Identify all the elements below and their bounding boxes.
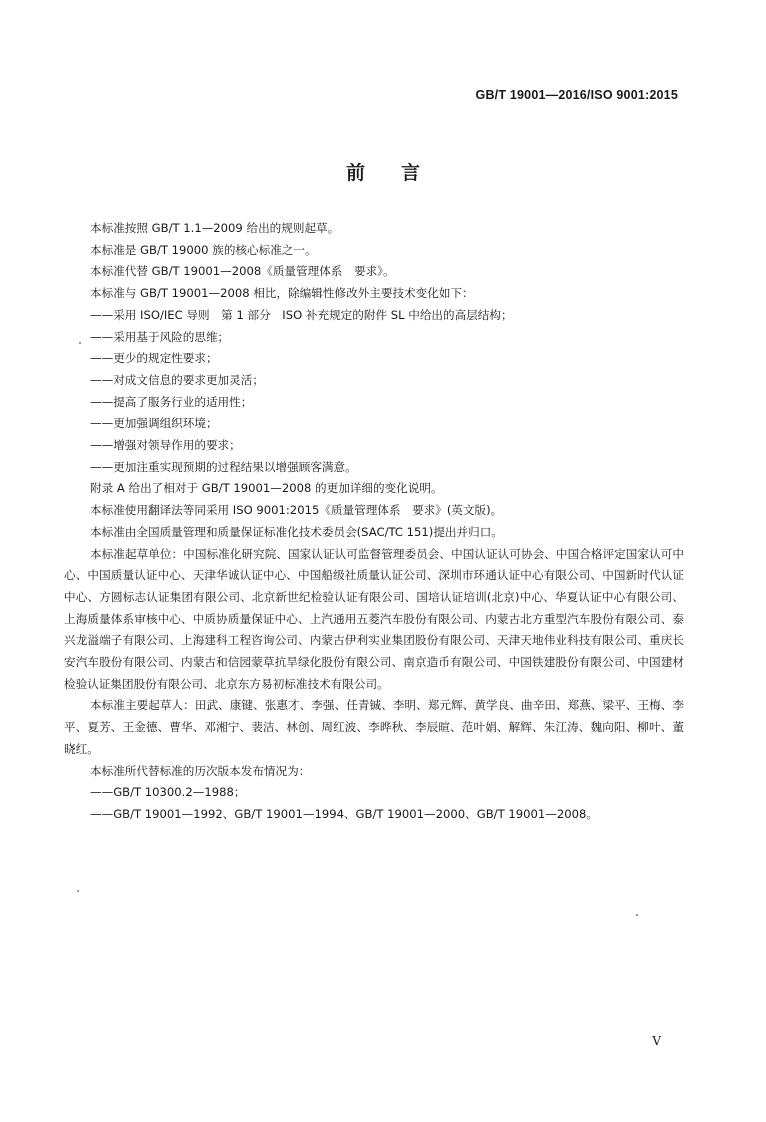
- paragraph-annex-a: 附录 A 给出了相对于 GB/T 19001—2008 的更加详细的变化说明。: [90, 481, 443, 496]
- preface-body: [64, 218, 684, 826]
- paragraph-translation: 本标准使用翻译法等同采用 ISO 9001:2015《质量管理体系 要求》(英文版)。: [90, 503, 503, 518]
- scan-speck: [636, 914, 638, 916]
- history-item: ——GB/T 10300.2—1988；: [90, 785, 246, 800]
- paragraph-changes-intro: 本标准与 GB/T 19001—2008 相比，除编辑性修改外主要技术变化如下：: [90, 286, 474, 301]
- change-item: ——采用 ISO/IEC 导则 第 1 部分 ISO 补充规定的附件 SL 中给出的高层结构；: [90, 307, 513, 322]
- scan-speck: [77, 890, 79, 892]
- change-item: ——更加注重实现预期的过程结果以增强顾客满意。: [90, 459, 357, 474]
- paragraph-history-intro: 本标准所代替标准的历次版本发布情况为：: [90, 763, 311, 778]
- paragraph-drafting-rules: 本标准按照 GB/T 1.1—2009 给出的规则起草。: [90, 221, 340, 235]
- history-item: ——GB/T 19001—1992、GB/T 19001—1994、GB/T 19001—2000、GB/T 19001—2008。: [90, 806, 598, 821]
- standard-code-header: GB/T 19001—2016/ISO 9001:2015: [475, 88, 678, 102]
- paragraph-drafters: 本标准主要起草人：田武、康键、张惠才、李强、任青铖、李明、郑元辉、黄学良、曲辛田、郑燕、梁平、王梅、李平、夏芳、王金德、曹华、邓湘宁、裴洁、林创、周红波、李晔秋、李辰暄、范叶娟、解辉、朱江涛、魏向阳、柳叶、董晓红。: [64, 698, 684, 756]
- change-item: ——提高了服务行业的适用性；: [90, 394, 253, 409]
- paragraph-replaces: 本标准代替 GB/T 19001—2008《质量管理体系 要求》。: [90, 264, 395, 279]
- paragraph-core-standard: 本标准是 GB/T 19000 族的核心标准之一。: [90, 242, 317, 257]
- change-item: ——更加强调组织环境；: [90, 416, 218, 431]
- page-number: V: [652, 1034, 661, 1048]
- change-item: ——对成文信息的要求更加灵活；: [90, 372, 264, 387]
- paragraph-committee: 本标准由全国质量管理和质量保证标准化技术委员会(SAC/TC 151)提出并归口。: [90, 524, 503, 539]
- change-item: ——更少的规定性要求；: [90, 351, 218, 366]
- scan-speck: [79, 342, 81, 344]
- change-item: ——采用基于风险的思维；: [90, 329, 230, 344]
- change-item: ——增强对领导作用的要求；: [90, 438, 241, 453]
- page-title: 前言: [345, 162, 456, 184]
- paragraph-drafting-units: 本标准起草单位：中国标准化研究院、国家认证认可监督管理委员会、中国认证认可协会、中国合格评定国家认可中心、中国质量认证中心、天津华诚认证中心、中国船级社质量认证公司、深圳市环通认证中心有限公司、中国新时代认证中心、方圆标志认证集团有限公司、北京新世纪检验认证有限公司、国培认证培训(北京)中心、华夏认证中心有限公司、上海质量体系审核中心、中质协质量保证中心、上汽通用五菱汽车股份有限公司、内蒙古北方重型汽车股份有限公司、泰兴龙溢端子有限公司、上海建科工程咨询公司、内蒙古伊利实业集团股份有限公司、天津天地伟业科技有限公司、重庆长安汽车股份有限公司、内蒙古和信园蒙草抗旱绿化股份有限公司、南京造币有限公司、中国铁建股份有限公司、中国建材检验认证集团股份有限公司、北京东方易初标准技术有限公司。: [64, 546, 684, 691]
